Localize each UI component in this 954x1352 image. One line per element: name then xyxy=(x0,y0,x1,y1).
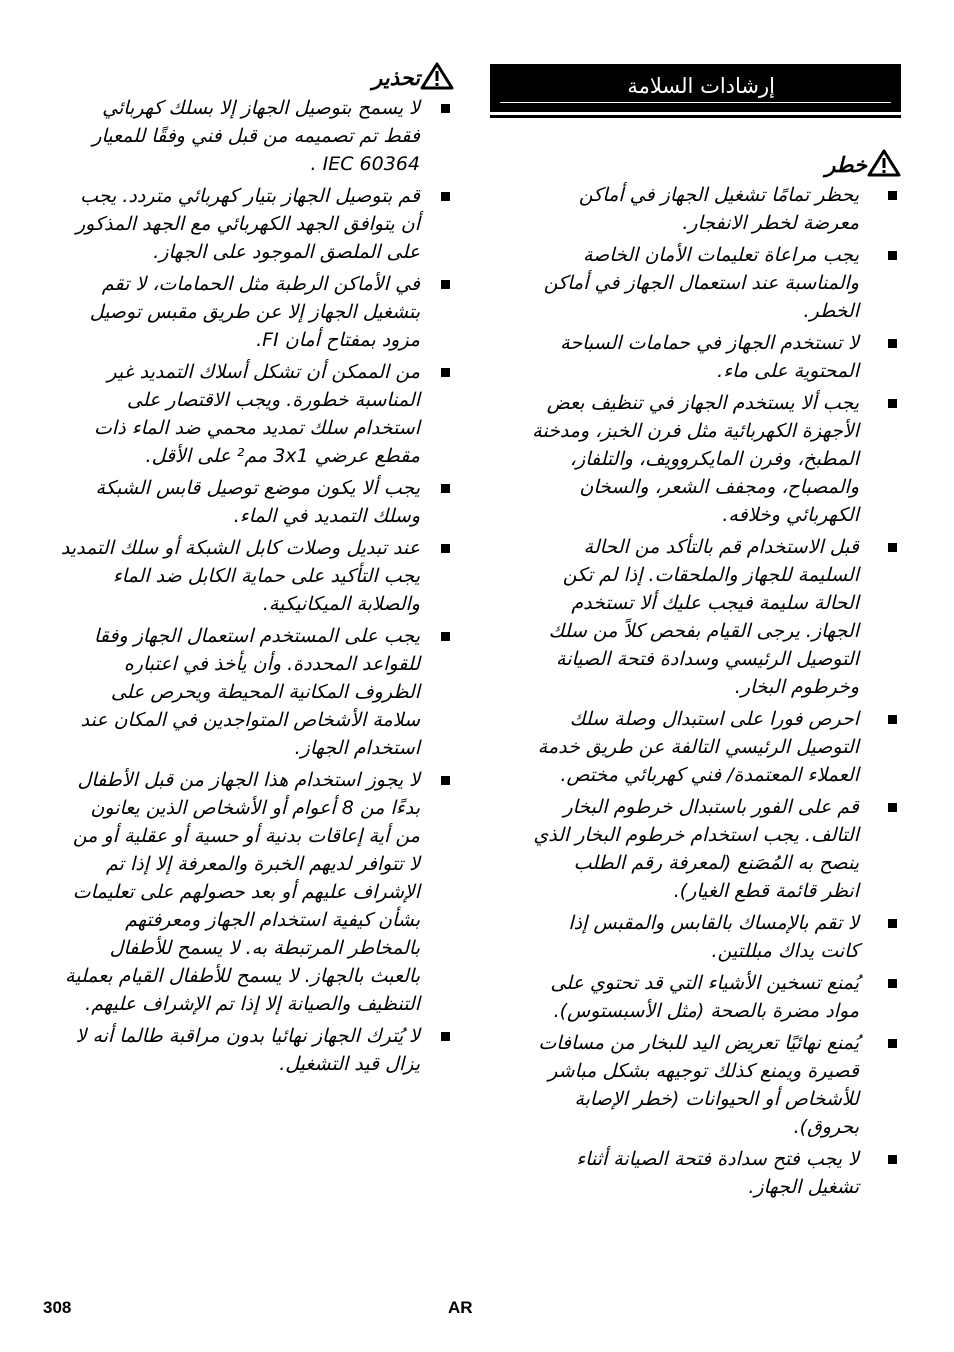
list-item xyxy=(60,182,454,266)
list-item-text: يجب مراعاة تعليمات الأمان الخاصة والمناسبة عند استعمال الجهاز في أماكن الخطر. xyxy=(543,244,859,322)
left-column xyxy=(60,58,454,1082)
list-item xyxy=(490,1145,901,1201)
bullet-square-icon xyxy=(441,368,450,377)
bullet-square-icon xyxy=(888,1039,897,1048)
list-item xyxy=(60,622,454,762)
list-item-text: لا يسمح بتوصيل الجهاز إلا بسلك كهربائي فقط تم تصميمه من قبل فني وفقًا للمعيار IEC 60364 . xyxy=(92,97,420,175)
list-item-text: يُمنع تسخين الأشياء التي قد تحتوي على مواد مضرة بالصحة (مثل الأسبستوس). xyxy=(550,972,859,1022)
danger-label: خطر xyxy=(825,153,867,177)
list-item xyxy=(490,969,901,1025)
bullet-square-icon xyxy=(888,191,897,200)
list-item-text: لا يجب فتح سدادة فتحة الصيانة أثناء تشغيل الجهاز. xyxy=(576,1148,859,1198)
list-item xyxy=(60,270,454,354)
bullet-square-icon xyxy=(441,192,450,201)
list-item-text: قبل الاستخدام قم بالتأكد من الحالة السليمة للجهاز والملحقات. إذا لم تكن الحالة سليمة فيجب عليك ألا تستخدم الجهاز. يرجى القيام بفحص كلاً من سلك التوصيل الرئيسي وسدادة فتحة الصيانة وخرطوم البخار. xyxy=(548,536,859,698)
warning-heading xyxy=(60,58,454,90)
list-item-text: عند تبديل وصلات كابل الشبكة أو سلك التمديد يجب التأكيد على حماية الكابل ضد الماء والصلابة الميكانيكية. xyxy=(60,537,420,615)
list-item-text: يجب ألا يكون موضع توصيل قابس الشبكة وسلك التمديد في الماء. xyxy=(95,477,420,527)
bullet-square-icon xyxy=(441,544,450,553)
warning-triangle-icon xyxy=(867,149,901,177)
list-item xyxy=(490,329,901,385)
bullet-square-icon xyxy=(888,251,897,260)
bullet-square-icon xyxy=(888,339,897,348)
list-item xyxy=(60,94,454,178)
danger-list xyxy=(490,181,901,1201)
title-underline xyxy=(500,102,891,103)
bullet-square-icon xyxy=(888,715,897,724)
list-item xyxy=(490,705,901,789)
list-item xyxy=(490,181,901,237)
bullet-square-icon xyxy=(441,104,450,113)
list-item-text: لا تستخدم الجهاز في حمامات السباحة المحتوية على ماء. xyxy=(560,332,859,382)
list-item-text: لا يجوز استخدام هذا الجهاز من قبل الأطفال بدءًا من 8 أعوام أو الأشخاص الذين يعانون من أية إعاقات بدنية أو حسية أو عقلية أو من لا تتوافر لديهم الخبرة والمعرفة إلا إذا تم الإشراف عليهم أو بعد حصولهم على تعليمات بشأن كيفية استخدام الجهاز ومعرفتهم بالمخاطر المرتبطة به. لا يسمح للأطفال بالعبث بالجهاز. لا يسمح للأطفال القيام بعملية التنظيف والصيانة إلا إذا تم الإشراف عليهم. xyxy=(65,769,420,1015)
bullet-square-icon xyxy=(888,543,897,552)
list-item-text: احرص فورا على استبدال وصلة سلك التوصيل الرئيسي التالفة عن طريق خدمة العملاء المعتمدة/ فني كهربائي مختص. xyxy=(537,708,859,786)
list-item xyxy=(60,474,454,530)
list-item-text: يجب على المستخدم استعمال الجهاز وفقا للقواعد المحددة. وأن يأخذ في اعتباره الظروف المكانية المحيطة ويحرص على سلامة الأشخاص المتواجدين في المكان عند استخدام الجهاز. xyxy=(80,625,420,759)
bullet-square-icon xyxy=(441,1032,450,1041)
list-item xyxy=(490,389,901,529)
list-item xyxy=(60,1022,454,1078)
list-item-text: يجب ألا يستخدم الجهاز في تنظيف بعض الأجهزة الكهربائية مثل فرن الخبز، ومدخنة المطبخ، وفرن المايكروويف، والتلفاز، والمصباح، ومجفف الشعر، والسخان الكهربائي وخلافه. xyxy=(532,392,859,526)
list-item-text: من الممكن أن تشكل أسلاك التمديد غير المناسبة خطورة. ويجب الاقتصار على استخدام سلك تمديد محمي ضد الماء ذات مقطع عرضي 3x1 مم² على الأقل. xyxy=(94,361,420,467)
section-title: إرشادات السلامة xyxy=(627,74,775,98)
page-number: 308 xyxy=(43,1298,72,1317)
list-item xyxy=(490,241,901,325)
danger-heading xyxy=(490,145,901,177)
warning-list xyxy=(60,94,454,1078)
bullet-square-icon xyxy=(888,1155,897,1164)
warning-label: تحذير xyxy=(372,66,420,90)
list-item-text: قم بتوصيل الجهاز بتيار كهربائي متردد. يجب أن يتوافق الجهد الكهربائي مع الجهد المذكور على الملصق الموجود على الجهاز. xyxy=(76,185,420,263)
list-item xyxy=(490,533,901,701)
list-item-text: يحظر تمامًا تشغيل الجهاز في أماكن معرضة لخطر الانفجار. xyxy=(578,184,859,234)
language-code: AR xyxy=(448,1298,473,1317)
bullet-square-icon xyxy=(441,776,450,785)
list-item-text: لا تقم بالإمساك بالقابس والمقبس إذا كانت يداك مبللتين. xyxy=(568,912,859,962)
list-item xyxy=(60,358,454,470)
list-item xyxy=(490,1029,901,1141)
bullet-square-icon xyxy=(888,803,897,812)
warning-triangle-icon xyxy=(420,62,454,90)
list-item-text: قم على الفور باستبدال خرطوم البخار التالف. يجب استخدام خرطوم البخار الذي ينصح به المُصَنع (لمعرفة رقم الطلب انظر قائمة قطع الغيار). xyxy=(533,796,859,902)
list-item-text: لا يُترك الجهاز نهائيا بدون مراقبة طالما أنه لا يزال قيد التشغيل. xyxy=(75,1025,420,1075)
list-item xyxy=(490,793,901,905)
bullet-square-icon xyxy=(888,979,897,988)
list-item xyxy=(490,909,901,965)
bullet-square-icon xyxy=(441,484,450,493)
right-column xyxy=(490,64,901,1205)
list-item xyxy=(60,534,454,618)
section-title-box xyxy=(490,64,901,115)
list-item xyxy=(60,766,454,1018)
bullet-square-icon xyxy=(441,632,450,641)
bullet-square-icon xyxy=(441,280,450,289)
bullet-square-icon xyxy=(888,919,897,928)
bullet-square-icon xyxy=(888,399,897,408)
list-item-text: يُمنع نهائيًا تعريض اليد للبخار من مسافات قصيرة ويمنع كذلك توجيهه بشكل مباشر للأشخاص أو الحيوانات (خطر الإصابة بحروق). xyxy=(538,1032,859,1138)
list-item-text: في الأماكن الرطبة مثل الحمامات، لا تقم بتشغيل الجهاز إلا عن طريق مقبس توصيل مزود بمفتاح أمان FI. xyxy=(89,273,420,351)
